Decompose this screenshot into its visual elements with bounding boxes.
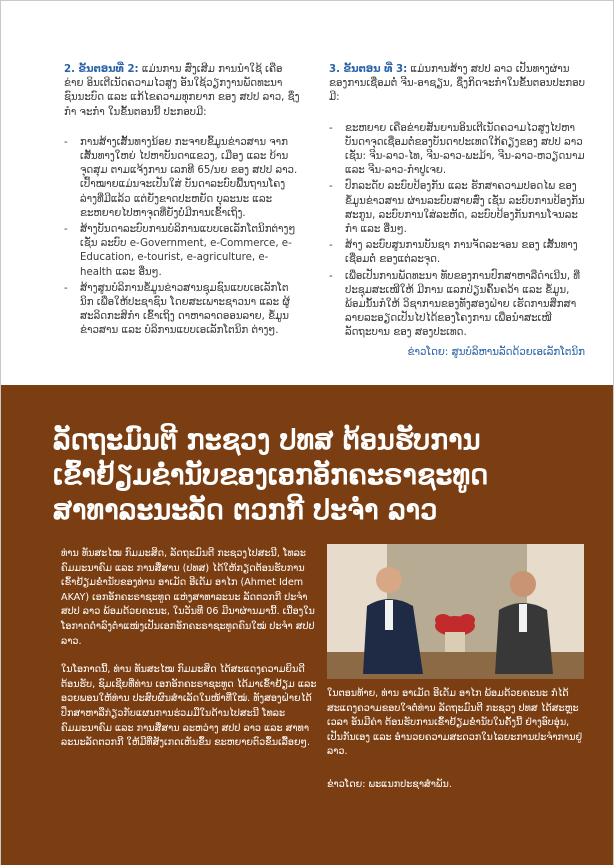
article-body-right bbox=[327, 687, 585, 811]
news-credit: ຂ່າວໂດຍ: ສູນບໍລິຫານລັດດ້ວຍເອເລັກໂຕນິກ bbox=[407, 347, 585, 358]
flower-vase bbox=[445, 632, 465, 652]
list-item: - ການສ້າງເສັ້ນທາງນ້ອຍ ກະຈາຍຂົ້ມູນຂ່າວສານ ຈາກເສັ້ນທາງໃຫຍ່ ໄປຫາບັນດາແຂວງ, ເມືອງ ແລະ ບ້ານຈຸດສຸມ ຕາມແຈ້ງການ ເລກທີ 65/ນຍ ຂອງ ສປປ ລາວ. ເປົ້າໝາຍແມ່ນຈະເປັນໃສ່ ບັນດາລະບົບພື້ນຖານໂຄງລ່າງທີ່ມີແລ້ວ ແຕ່ຍັງຂາດປະຫຍັດ ບຸລະນະ ແລະ ຂະຫຍາຍໄປຫາຈຸດທີ່ຍັງບໍ່ມີການເຂົ້າເຖິງ. bbox=[64, 136, 300, 221]
step-2-paragraph bbox=[64, 63, 300, 120]
headline-line: ເຂົ້າຢ້ຽມຂໍ່ານັບຂອງເອກອັກຄະຣາຊະທູດ bbox=[53, 460, 489, 491]
left-column bbox=[64, 63, 300, 341]
step-2-text: ແມ່ນການ ສົ່ງເສີມ ການນຳໃຊ້ ເຄືອຂ່າຍ ອິນເຕີເນັດຄວາມໄວສູງ ອັນໃຊ້ວຽກງານພັດທະນາຊົນນະບົດ ແລະ ແກ້ໄຂຄວາມທຸກຍາກ ຂອງ ສປປ ລາວ, ຊຶ່ງກຳ ຈະກຳ ໃນຂັ້ນຕອນນີ້ ປະກອບມີ: bbox=[64, 64, 300, 118]
meeting-photo-illustration bbox=[327, 544, 584, 679]
headline-line: ສາທາລະນະລັດ ຕວກກີ ປະຈຳ ລາວ bbox=[53, 495, 438, 526]
step-3-bullet-list bbox=[329, 122, 587, 341]
article-paragraph: ໃນໂອກາດນີ້, ທ່ານ ທັນສະໄໝ ກົມມະສິດ ໄດ້ສະແດງຄວາມຍິນດີຕ້ອນຮັບ, ຊົມເຊີຍທີ່ທ່ານ ເອກອັກຄະຣາຊະທູດ ໄດ້ມາເຂົ້າຢ້ຽມ ແລະ ອວຍພອນໃຫ້ທ່ານ ປະສົບຜົນສຳເລັດໃນໜ້າທີ່ໃໝ່. ທັງສອງຝ່າຍໄດ້ປຶກສາຫາລືກ່ຽວກັບແຜນການຮ່ວມມືໃນດ້ານໄປສະນີ ໂທລະຄົມມະນາຄົມ ແລະ ການສື່ສານ ລະຫວ່າງ ສປປ ລາວ ແລະ ສາທາລະນະລັດຕວກກີ ໃຫ້ມີທີ່ສັງເກດເຫັນຂຶ້ນ ຂະຫຍາຍຕົວຂຶ້ນເລື້ອຍໆ. bbox=[61, 664, 317, 749]
meeting-photo bbox=[327, 544, 584, 679]
left-person-shirt bbox=[385, 600, 393, 630]
report-continuation-section bbox=[1, 1, 613, 385]
step-3-paragraph bbox=[329, 63, 587, 106]
step-2-bullet-list bbox=[64, 136, 300, 339]
headline-line: ລັດຖະມົນຕີ ກະຊວງ ປທສ ຕ້ອນຮັບການ bbox=[53, 425, 481, 456]
list-item: - ເພື່ອເປັນການພັດທະນາ ທັບຂອງການປົກສາຫາລືດຳເນີນ, ທີ່ປະຊຸມສະເໜີໃຫ້ ມີການ ແລກປ່ຽນຄົ້ນຄວ້າ ແລະ ຂໍ້ມູນ, ພ້ອມນັ້ນກໍໃຫ້ ວິຊາການຂອງທັງສອງຝ່າຍ ເຮັດການສຶກສາລາຍລະອຽດເປັນໄປໄດ້ຂອງໂຄງການ ເພື່ອນຳສະເໜີລັດຖະບານ ຂອງ ສອງປະເທດ. bbox=[329, 270, 587, 341]
list-item: - ສ້າງ ລະບົບສູນການບັນຊາ ການຈັດລະຈອນ ຂອງ ເສັ້ນທາງເຊື່ອມຕໍ່ ຂອງແຕ່ລະຈຸດ. bbox=[329, 239, 587, 267]
list-item: - ຂະຫຍາຍ ເຄືອຂ່າຍສັນຍານອິນເຕີເນັດຄວາມໄວສູງໄປຫາບັນດາຈຸດເຊື່ອມຕໍ່ຂອງບັນດາປະເທດໃກ້ຄຽງຂອງ ສປປ ລາວ ເຊັ່ນ: ຈີນ-ລາວ-ໄທ, ຈີນ-ລາວ-ພະມ້າ, ຈີນ-ລາວ-ຫວຽດນາມ ແລະ ຈີນ-ລາວ-ກຳປູເຈຍ. bbox=[329, 122, 587, 179]
list-item: - ສ້າງບັນດາລະບົບການບໍລິການແບບເອເລັກໂຕນິກຕ່າງໆ ເຊັ່ນ ລະບົບ e-Government, e-Commerce, e-Education, e-tourist, e-agriculture, e-health ແລະ ອື່ນໆ. bbox=[64, 223, 300, 280]
right-person-shirt bbox=[519, 604, 527, 632]
right-person-head bbox=[510, 571, 536, 597]
article-body-left bbox=[61, 547, 317, 765]
flower-bunch bbox=[435, 614, 451, 626]
step-2-label: 2. ຂັ້ນຕອນທີ່ 2: bbox=[64, 64, 139, 75]
article-credit: ຂ່າວໂດຍ: ພະແນກປະຊາສຳພັນ. bbox=[327, 778, 452, 790]
left-person-head bbox=[376, 567, 402, 593]
list-item: - ສ້າງສູນບໍລິການຂໍ້ມູນຂ່າວສານຊຸມຊົນແບບເອເລັກໂຕນິກ ເພື່ອໃຫ້ປະຊາຊົນ ໂດຍສະເພາະຊາວນາ ແລະ ຜູ້ສະລິດກະສິກຳ ເຂົ້າເຖິງ ດາຫາລາດອອນລາຍ, ຂໍ້ມູນຂ່າວສານ ແລະ ບໍລິການແບບເອເລັກໂຕນິກ ຕ່າງໆ. bbox=[64, 282, 300, 339]
article-paragraph: ທ່ານ ທັນສະໄໝ ກົມມະສິດ, ລັດຖະມົນຕີ ກະຊວງໄປສະນີ, ໂທລະຄົມມະນາຄົມ ແລະ ການສື່ສານ (ປທສ) ໄດ້ໃຫ້ກຽດຕ້ອນຮັບການເຂົ້າຢ້ຽມຂໍ່ານັບຂອງທ່ານ ອາເມັດ ອີເດັມ ອາໄກ (Ahmet Idem AKAY) ເອກອັກຄະຣາຊະທູດ ແຫ່ງສາທາລະນະ ລັດຕວກກີ ປະຈຳ ສປປ ລາວ ພ້ອມດ້ວຍຄະນະ, ໃນວັນທີ 06 ມີນາຜ່ານມານີ້. ເນື່ອງໃນໂອກາດດຳລົງຕຳແໜ່ງເປັນເອກອັກຄະຣາຊະທູດຄົນໃໝ່ ປະຈຳ ສປປ ລາວ. bbox=[61, 548, 315, 647]
flower-bunch bbox=[459, 614, 475, 626]
list-item: - ປົກລະດັບ ລະບົບປ້ອງກັນ ແລະ ຮັກສາຄວາມປອດໄພ ຂອງຂໍ້ມູນຂ່າວສານ ຜ່ານລະບົບສາຍສົ່ງ ເຊັ່ນ ລະບົບການປ້ອງກັນສະກູນ, ລະບົບການໃສ່ລະຫັດ, ລະບົບປ້ອງກັນການໂຈນລະກຳ ແລະ ອື່ນໆ. bbox=[329, 180, 587, 237]
step-3-text: ແມ່ນການສ້າງ ສປປ ລາວ ເປັນທາງຜ່ານຂອງການເຊື່ອມຕໍ່ ຈີນ-ອາຊຽນ, ຊຶ່ງກິດຈະກຳໃນຂັ້ນຕອນປະກອບມີ: bbox=[329, 64, 585, 104]
article-headline bbox=[53, 423, 573, 528]
right-column bbox=[329, 63, 587, 343]
step-3-label: 3. ຂັ້ນຕອນ ທີ່ 3: bbox=[329, 64, 408, 75]
article-paragraph: ໃນຕອນທ້າຍ, ທ່ານ ອາເມັດ ອີເດັມ ອາໄກ ພ້ອມດ້ວຍຄະນະ ກໍໄດ້ສະແດງຄວາມຂອບໃຈຕໍ່ທ່ານ ລັດຖະມົນຕີ ກະຊວງ ປທສ ໄດ້ສະຫຼະເວລາ ອັນມີຄ່າ ຕ້ອນຮັບການເຂົ້າຢ້ຽມຂໍ່ານັບໃນຄັ້ງນີ້ ຢ່າງອົບອຸ່ນ, ເປັນກັນເອງ ແລະ ອຳນວຍຄວາມສະດວກໃນໄລຍະການປະຈຳການຢູ່ລາວ. bbox=[327, 688, 583, 758]
